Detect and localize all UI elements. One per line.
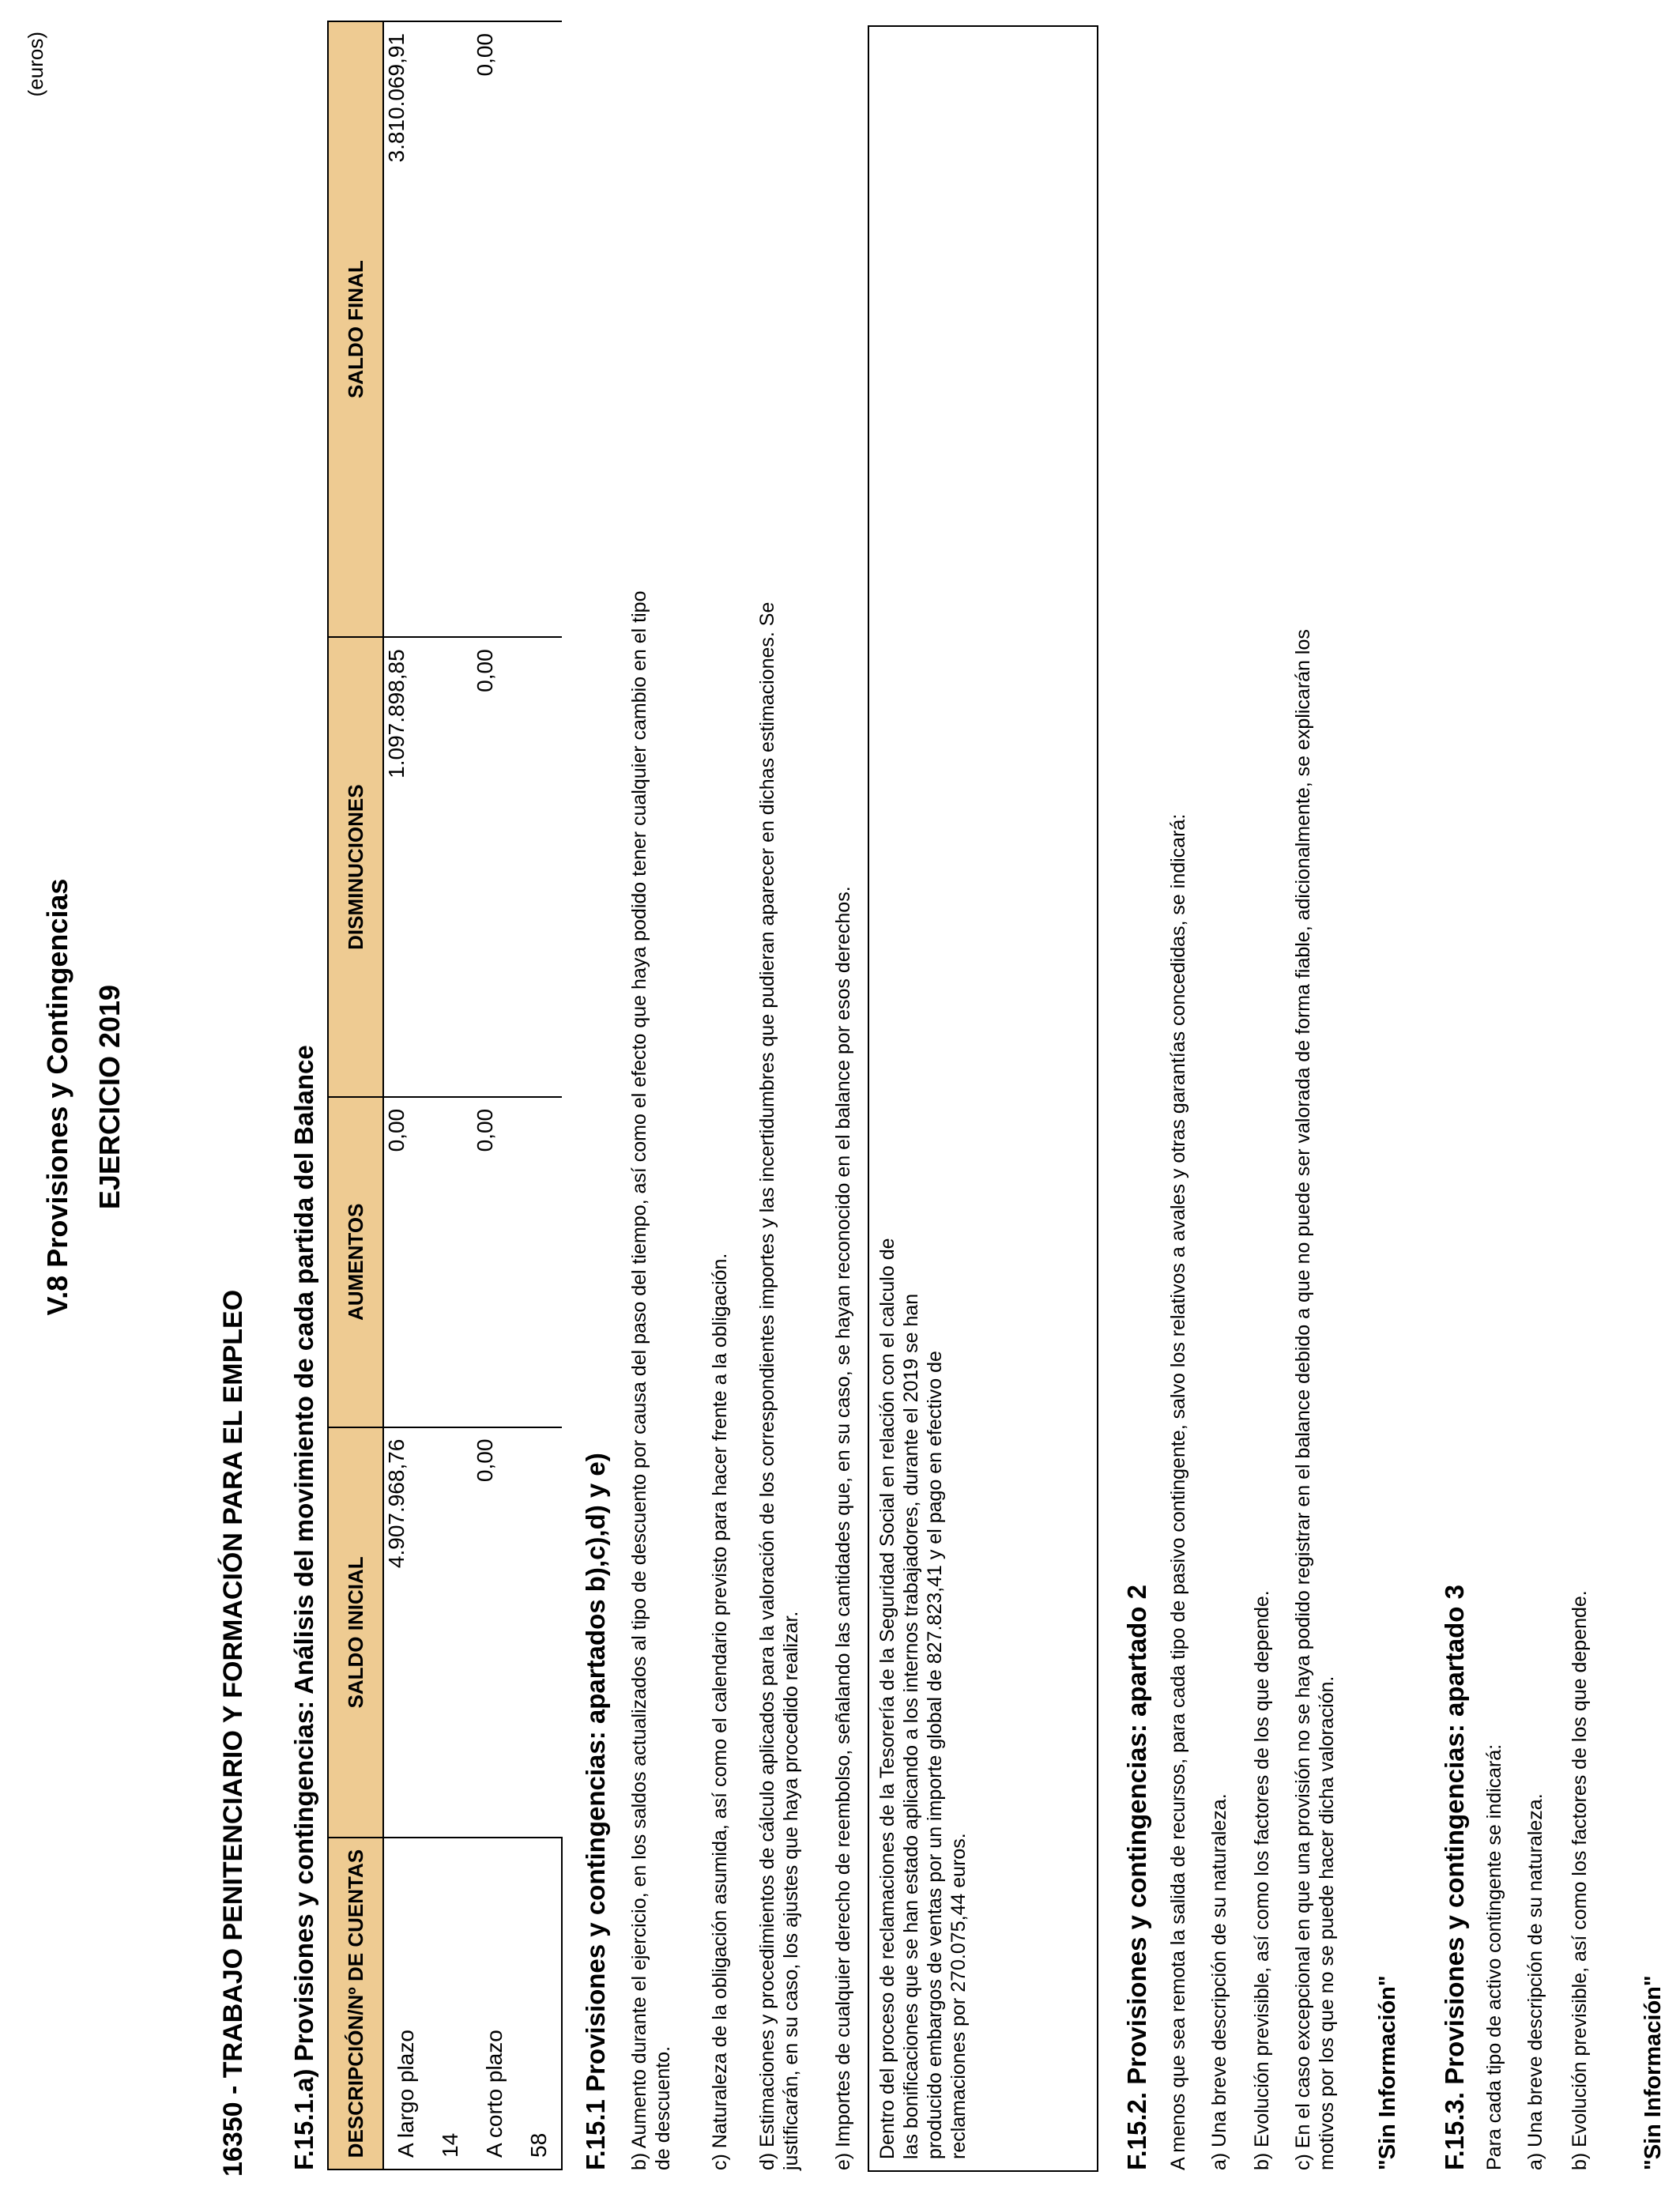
section-2-item-c: c) En el caso excepcional en que una provisión no se haya podido registrar en el balance debido a que no puede ser valorada de forma fiable, adicionalmente, se explicarán los motivos por los que no se puede hacer dicha valoración. <box>1292 629 1338 2170</box>
paragraph-e: e) Importes de cualquier derecho de reembolso, señalando las cantidades que, en su caso, se hayan reconocido en el balance por esos derechos. <box>832 886 854 2170</box>
row-description: A largo plazo <box>383 1838 428 2169</box>
table-row <box>383 21 428 2169</box>
currency-units: (euros) <box>24 32 47 97</box>
saldo-final-cell: 0,00 <box>473 21 562 637</box>
section-b-heading: F.15.1 Provisiones y contingencias: apartados b),c),d) y e) <box>581 1453 610 2170</box>
section-2-item-b: b) Evolución previsible, así como los factores de los que depende. <box>1251 1590 1273 2170</box>
section-2-item-a: a) Una breve descripción de su naturaleza. <box>1208 1793 1230 2170</box>
row-description: A corto plazo <box>473 1838 517 2169</box>
fiscal-year: EJERCICIO 2019 <box>93 984 126 1210</box>
disminuciones-cell: 1.097.898,85 <box>383 637 473 1097</box>
paragraph-d: d) Estimaciones y procedimientos de cálculo aplicados para la valoración de los correspondientes importes y las incertidumbres que pudieran aparecer en dichas estimaciones. Se justificarán, en su caso, los ajustes que haya procedido realizar. <box>756 601 802 2170</box>
section-3-intro: Para cada tipo de activo contingente se indicará: <box>1483 1744 1505 2170</box>
disminuciones-cell: 0,00 <box>473 637 562 1097</box>
col-header-saldo-inicial: SALDO INICIAL <box>328 1427 383 1838</box>
row-account-number: 58 <box>517 1838 562 2169</box>
organism-title: 16350 - TRABAJO PENITENCIARIO Y FORMACIÓN PARA EL EMPLEO <box>218 1289 248 2177</box>
col-header-saldo-final: SALDO FINAL <box>328 21 383 637</box>
section-3-heading: F.15.3. Provisiones y contingencias: apartado 3 <box>1440 1585 1469 2170</box>
aumentos-cell: 0,00 <box>473 1097 562 1427</box>
aumentos-cell: 0,00 <box>383 1097 473 1427</box>
explanation-box <box>868 25 1098 2172</box>
section-3-no-info: "Sin Información" <box>1640 1975 1666 2170</box>
section-2-no-info: "Sin Información" <box>1375 1975 1400 2170</box>
section-3-item-b: b) Evolución previsible, así como los factores de los que depende. <box>1569 1590 1591 2170</box>
saldo-final-cell: 3.810.069,91 <box>383 21 473 637</box>
table-row <box>473 21 517 2169</box>
section-a-heading: F.15.1.a) Provisiones y contingencias: Análisis del movimiento de cada partida del Balance <box>289 1045 318 2170</box>
col-header-aumentos: AUMENTOS <box>328 1097 383 1427</box>
table-header-row <box>328 21 383 2169</box>
document-title: V.8 Provisiones y Contingencias <box>41 878 73 1316</box>
section-2-intro: A menos que sea remota la salida de recursos, para cada tipo de pasivo contingente, salvo los relativos a avales y otras garantías concedidas, se indicará: <box>1167 813 1189 2170</box>
col-header-description: DESCRIPCIÓN/Nº DE CUENTAS <box>328 1838 383 2169</box>
saldo-inicial-cell: 0,00 <box>473 1427 562 1838</box>
section-2-heading: F.15.2. Provisiones y contingencias: apartado 2 <box>1122 1585 1151 2170</box>
col-header-disminuciones: DISMINUCIONES <box>328 637 383 1097</box>
saldo-inicial-cell: 4.907.968,76 <box>383 1427 473 1838</box>
explanation-text: Dentro del proceso de reclamaciones de la Tesorería de la Seguridad Social en relación con el calculo de las bonificaciones que se han estado aplicando a los internos trabajadores, durante el 2019 se han producido embargos de ventas por un importe global de 827.823,41 y el pago en efectivo de reclamaciones por 270.075,44 euros. <box>876 1238 970 2159</box>
provisions-table <box>327 21 563 2170</box>
row-account-number: 14 <box>428 1838 473 2169</box>
section-3-item-a: a) Una breve descripción de su naturaleza. <box>1524 1793 1546 2170</box>
paragraph-b: b) Aumento durante el ejercicio, en los saldos actualizados al tipo de descuento por causa del paso del tiempo, así como el efecto que haya podido tener cualquier cambio en el tipo de descuento. <box>628 590 674 2170</box>
paragraph-c: c) Naturaleza de la obligación asumida, así como el calendario previsto para hacer frente a la obligación. <box>709 1253 731 2170</box>
